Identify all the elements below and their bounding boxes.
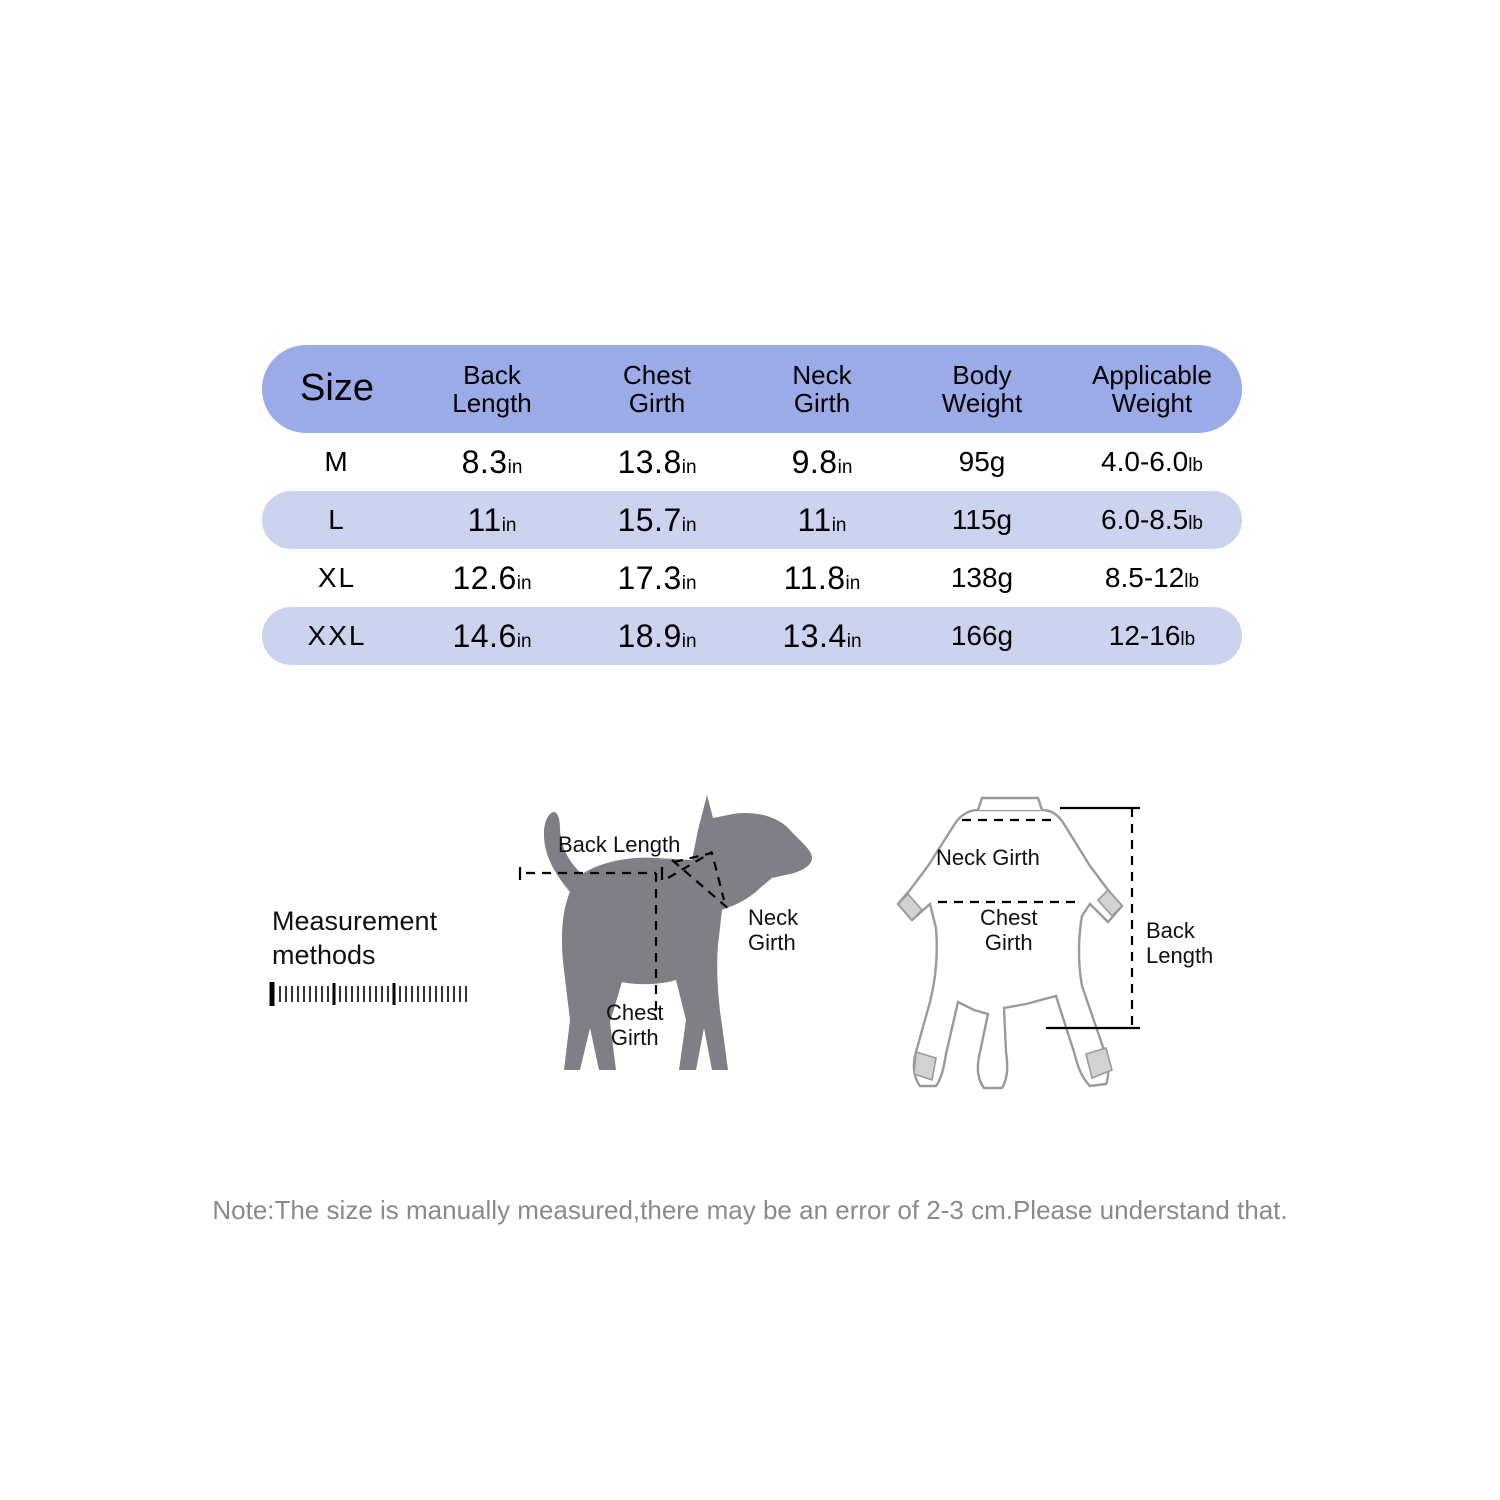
neck-girth-unit: in: [837, 456, 853, 478]
back-length-value: 8.3: [461, 443, 508, 480]
size-value: XXL: [307, 620, 367, 651]
cell-size: [262, 549, 412, 607]
header-label-neck-girth-line1: Neck: [792, 359, 852, 390]
size-note: Note:The size is manually measured,there may be an error of 2-3 cm.Please understand that.: [212, 1195, 1288, 1225]
back-length-unit: in: [516, 630, 532, 652]
body-weight-value: 95g: [958, 446, 1006, 477]
applicable-weight-value: 4.0-6.0: [1101, 446, 1189, 477]
sizes-table: [262, 345, 1242, 665]
cell-body-weight: [902, 491, 1062, 549]
cell-back-length: [412, 433, 572, 491]
dog-back-length-caption: Back Length: [558, 832, 681, 857]
chest-girth-unit: in: [681, 630, 697, 652]
cell-size: [262, 491, 412, 549]
neck-girth-value: 9.8: [791, 443, 838, 480]
chest-girth-value: 18.9: [617, 617, 682, 654]
header-label-applicable-weight-line1: Applicable: [1092, 359, 1212, 390]
neck-girth-value: 11: [797, 501, 832, 538]
neck-girth-unit: in: [846, 630, 862, 652]
table-row: [262, 549, 1242, 607]
cell-chest-girth: [572, 491, 742, 549]
table-row: [262, 607, 1242, 665]
back-length-value: 11: [467, 501, 502, 538]
cell-size: [262, 433, 412, 491]
cell-chest-girth: [572, 433, 742, 491]
chest-girth-value: 15.7: [617, 501, 682, 538]
body-weight-value: 138g: [950, 562, 1014, 593]
neck-girth-unit: in: [845, 572, 861, 594]
header-cell-size: [262, 345, 412, 433]
neck-girth-unit: in: [831, 514, 847, 536]
measurement-diagrams: [460, 770, 1250, 1120]
size-value: L: [328, 504, 346, 535]
header-label-body-weight-line1: Body: [952, 359, 1012, 390]
neck-girth-value: 13.4: [782, 617, 847, 654]
cell-back-length: [412, 607, 572, 665]
dog-neck-girth-caption: [748, 905, 798, 956]
cell-applicable-weight: [1062, 549, 1242, 607]
table-row: [262, 491, 1242, 549]
garment-back-length-line2: Length: [1146, 943, 1214, 969]
applicable-weight-unit: lb: [1184, 571, 1200, 592]
cell-applicable-weight: [1062, 607, 1242, 665]
header-label-chest-girth-line1: Chest: [623, 359, 691, 390]
chest-girth-unit: in: [681, 456, 697, 478]
applicable-weight-unit: lb: [1188, 455, 1203, 476]
applicable-weight-value: 6.0-8.5: [1101, 504, 1189, 535]
cell-back-length: [412, 491, 572, 549]
header-label-back-length-line2: Length: [452, 388, 532, 418]
header-label-size: Size: [300, 367, 374, 410]
cell-back-length: [412, 549, 572, 607]
garment-chest-girth-line1: Chest: [980, 905, 1038, 930]
back-length-value: 12.6: [452, 559, 517, 596]
header-label-back-length-line1: Back: [463, 359, 521, 390]
cell-applicable-weight: [1062, 433, 1242, 491]
cell-applicable-weight: [1062, 491, 1242, 549]
neck-girth-value: 11.8: [783, 559, 846, 596]
header-cell-chest-girth: [572, 345, 742, 433]
header-cell-neck-girth: [742, 345, 902, 433]
header-label-chest-girth-line2: Girth: [628, 388, 686, 418]
garment-back-length-caption: [1146, 918, 1213, 969]
cell-neck-girth: [742, 549, 902, 607]
dog-neck-girth-line2: Girth: [748, 930, 796, 956]
header-cell-back-length: [412, 345, 572, 433]
table-row: [262, 433, 1242, 491]
chest-girth-value: 17.3: [617, 559, 682, 596]
header-label-applicable-weight-line2: Weight: [1111, 388, 1193, 418]
back-length-unit: in: [501, 514, 517, 536]
header-label-neck-girth-line2: Girth: [793, 388, 851, 418]
garment-chest-girth-line2: Girth: [984, 930, 1033, 956]
cell-neck-girth: [742, 607, 902, 665]
garment-neck-girth-caption: Neck Girth: [936, 845, 1040, 870]
garment-back-length-line1: Back: [1146, 918, 1195, 943]
back-length-unit: in: [516, 572, 532, 594]
dog-chest-girth-line1: Chest: [606, 1000, 664, 1025]
cell-chest-girth: [572, 549, 742, 607]
ruler-icon: [268, 980, 473, 1010]
dog-chest-girth-caption: [606, 1000, 663, 1051]
applicable-weight-value: 12-16: [1108, 620, 1181, 651]
measurement-methods-line1: Measurement: [272, 906, 438, 936]
header-cell-body-weight: [902, 345, 1062, 433]
table-header-row: [262, 345, 1242, 433]
size-value: XL: [317, 562, 357, 593]
cell-chest-girth: [572, 607, 742, 665]
size-chart-table: [262, 345, 1242, 665]
dog-neck-girth-line1: Neck: [748, 905, 799, 930]
body-weight-value: 166g: [950, 620, 1014, 651]
size-value: M: [324, 446, 350, 477]
cell-neck-girth: [742, 491, 902, 549]
header-cell-applicable-weight: [1062, 345, 1242, 433]
dog-chest-girth-line2: Girth: [610, 1025, 659, 1051]
applicable-weight-unit: lb: [1188, 513, 1203, 534]
header-label-body-weight-line2: Weight: [941, 388, 1023, 418]
chest-girth-value: 13.8: [617, 443, 682, 480]
chest-girth-unit: in: [681, 572, 697, 594]
garment-chest-girth-caption: [980, 905, 1037, 956]
cell-body-weight: [902, 607, 1062, 665]
applicable-weight-value: 8.5-12: [1104, 562, 1185, 593]
applicable-weight-unit: lb: [1180, 629, 1196, 650]
back-length-unit: in: [507, 456, 523, 478]
measurement-methods-line2: methods: [272, 939, 376, 970]
cell-body-weight: [902, 549, 1062, 607]
cell-size: [262, 607, 412, 665]
body-weight-value: 115g: [951, 504, 1013, 535]
cell-neck-girth: [742, 433, 902, 491]
back-length-value: 14.6: [452, 617, 517, 654]
cell-body-weight: [902, 433, 1062, 491]
chest-girth-unit: in: [681, 514, 697, 536]
